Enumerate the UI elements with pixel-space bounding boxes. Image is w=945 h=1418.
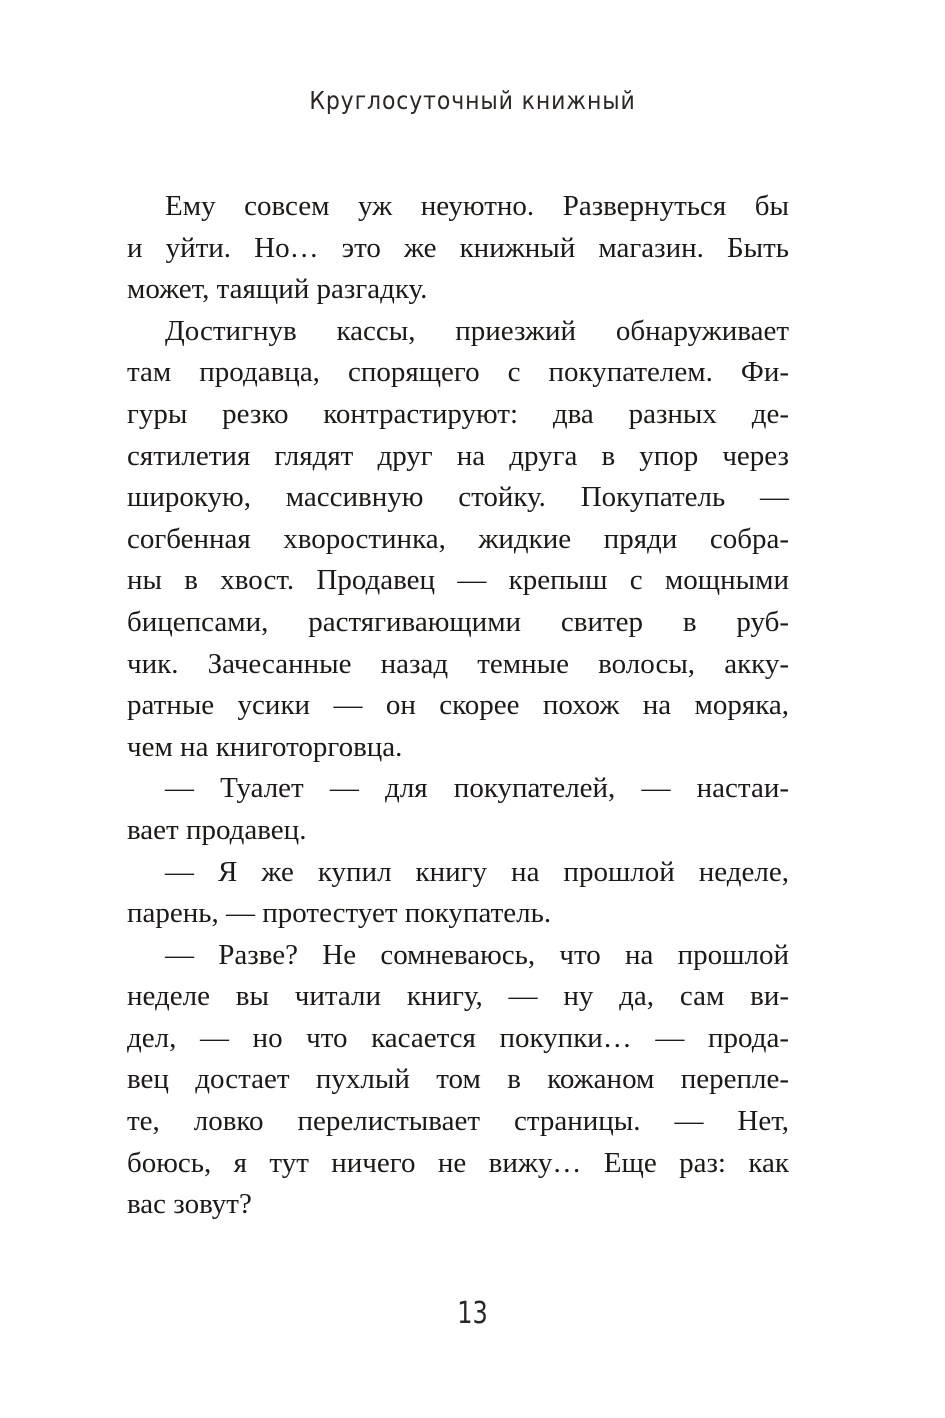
text-line: Достигнув кассы, приезжий обнаруживает [165,314,789,347]
body-text [127,186,789,1226]
dialogue-line: вает продавец. [127,813,307,846]
text-line: и уйти. Но… это же книжный магазин. Быть [127,231,789,264]
dialogue-line: — Туалет — для покупателей, — настаи- [165,772,789,805]
text-line: там продавца, спорящего с покупателем. Фи- [127,356,789,389]
dialogue-line: вас зовут? [127,1188,252,1221]
text-line: Ему совсем уж неуютно. Развернуться бы [165,190,789,222]
text-line: согбенная хворостинка, жидкие пряди собра- [127,522,789,555]
dialogue-line: неделе вы читали книгу, — ну да, сам ви- [127,980,789,1013]
dialogue-line: те, ловко перелистывает страницы. — Нет, [127,1105,789,1138]
text-line: чик. Зачесанные назад темные волосы, акку- [127,647,789,680]
running-head: Круглосуточный книжный [309,86,636,115]
text-line: широкую, массивную стойку. Покупатель — [127,481,789,514]
page-number: 13 [457,1296,488,1331]
dialogue-line: дел, — но что касается покупки… — прода- [127,1021,789,1054]
text-line: чем на книготорговца. [127,730,403,763]
text-line: бицепсами, растягивающими свитер в руб- [127,605,789,638]
dialogue-line: вец достает пухлый том в кожаном перепле- [127,1063,789,1096]
text-line: ны в хвост. Продавец — крепыш с мощными [127,564,789,597]
dialogue-line: — Я же купил книгу на прошлой неделе, [165,855,789,888]
text-line: сятилетия глядят друг на друга в упор через [127,439,789,472]
text-line: может, таящий разгадку. [127,273,428,306]
dialogue-line: — Разве? Не сомневаюсь, что на прошлой [165,938,789,971]
dialogue-line: боюсь, я тут ничего не вижу… Еще раз: как [127,1146,789,1179]
text-line: ратные усики — он скорее похож на моряка, [127,689,789,722]
text-line: гуры резко контрастируют: два разных де- [127,397,789,430]
dialogue-line: парень, — протестует покупатель. [127,897,552,930]
